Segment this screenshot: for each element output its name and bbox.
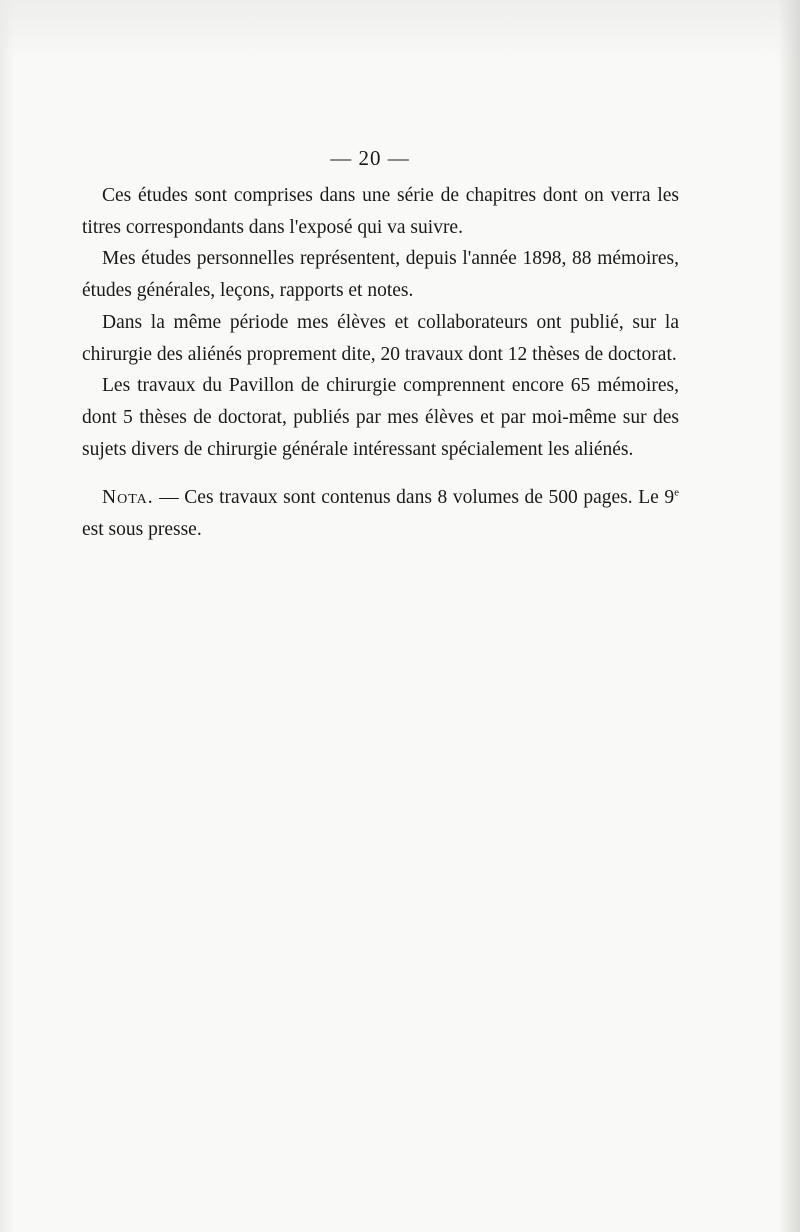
note-label: Nota. bbox=[102, 487, 154, 509]
paragraph-3: Dans la même période mes élèves et collaborateurs ont publié, sur la chirurgie des aliénés proprement dite, 20 travaux dont 12 thèses de doctorat. bbox=[82, 311, 679, 365]
page-edge-shadow-top bbox=[0, 0, 800, 60]
note-paragraph bbox=[82, 482, 679, 545]
note-text: — Ces travaux sont contenus dans 8 volumes de 500 pages. Le 9 bbox=[153, 487, 675, 509]
note-text-end: est sous presse. bbox=[82, 519, 202, 541]
paragraph-4: Les travaux du Pavillon de chirurgie comprennent encore 65 mémoires, dont 5 thèses de doctorat, publiés par mes élèves et par moi-même sur des sujets divers de chirurgie générale intéressant spécialement les aliénés. bbox=[82, 375, 679, 460]
note-superscript: e bbox=[674, 486, 679, 499]
paragraph-1: Ces études sont comprises dans une série de chapitres dont on verra les titres correspondants dans l'exposé qui va suivre. bbox=[82, 185, 679, 238]
page-number: — 20 — bbox=[330, 146, 410, 170]
page-edge-shadow-right bbox=[778, 0, 800, 1232]
page-edge-shadow-left bbox=[0, 0, 14, 1232]
paragraph-2: Mes études personnelles représentent, depuis l'année 1898, 88 mémoires, études générales, leçons, rapports et notes. bbox=[82, 248, 679, 302]
body-text bbox=[82, 180, 679, 546]
